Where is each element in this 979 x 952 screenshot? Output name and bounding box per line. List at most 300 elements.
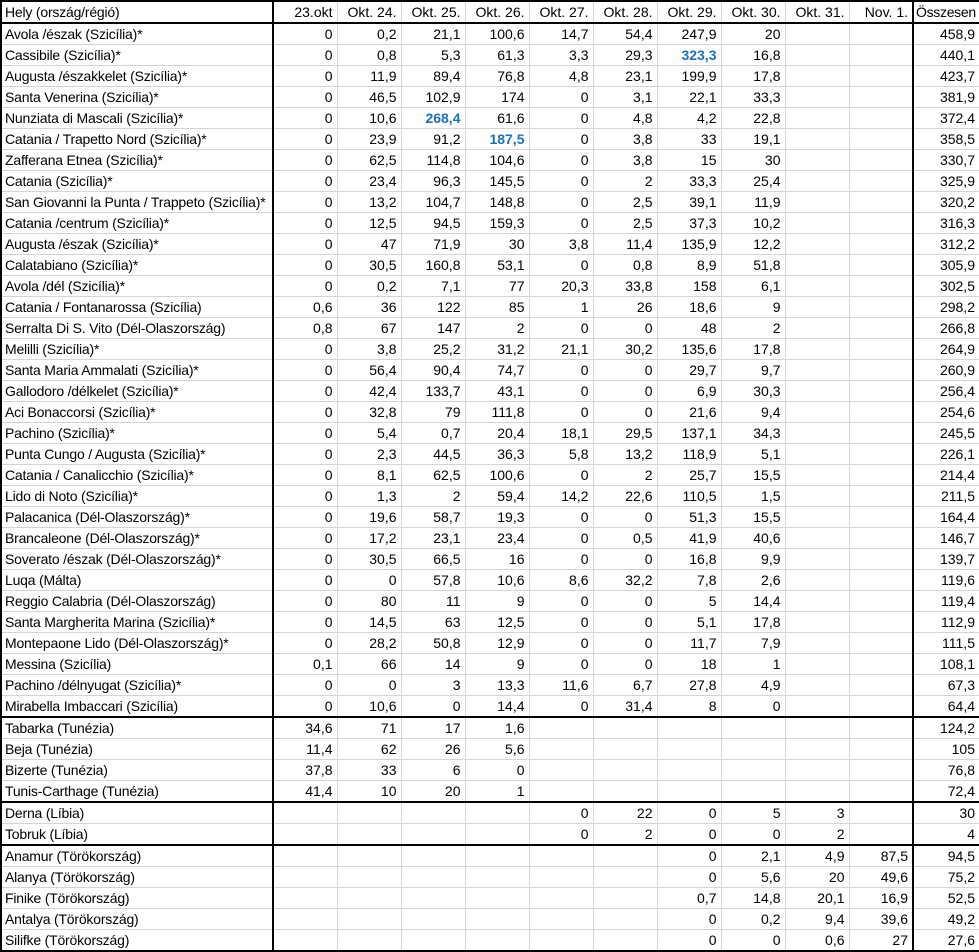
location-cell[interactable]: Bizerte (Tunézia) — [1, 760, 273, 781]
value-cell[interactable] — [849, 612, 913, 633]
total-cell[interactable]: 49,2 — [913, 909, 979, 930]
value-cell[interactable] — [785, 87, 849, 108]
value-cell[interactable]: 2 — [401, 486, 465, 507]
value-cell[interactable]: 48 — [657, 318, 721, 339]
value-cell[interactable] — [465, 867, 529, 888]
value-cell[interactable] — [465, 909, 529, 930]
value-cell[interactable]: 7,1 — [401, 276, 465, 297]
value-cell[interactable] — [849, 339, 913, 360]
value-cell[interactable]: 6,9 — [657, 381, 721, 402]
total-cell[interactable]: 266,8 — [913, 318, 979, 339]
value-cell[interactable] — [657, 781, 721, 803]
value-cell[interactable]: 39,6 — [849, 909, 913, 930]
value-cell[interactable] — [849, 108, 913, 129]
location-cell[interactable]: Soverato /észak (Dél-Olaszország)* — [1, 549, 273, 570]
value-cell[interactable]: 36 — [337, 297, 401, 318]
value-cell[interactable]: 0 — [593, 549, 657, 570]
value-cell[interactable]: 0 — [721, 824, 785, 846]
value-cell[interactable] — [849, 802, 913, 824]
value-cell[interactable]: 0 — [273, 696, 337, 718]
value-cell[interactable] — [657, 717, 721, 739]
value-cell[interactable]: 0 — [721, 696, 785, 718]
value-cell[interactable]: 5,1 — [721, 444, 785, 465]
value-cell[interactable]: 0 — [657, 802, 721, 824]
value-cell[interactable]: 41,9 — [657, 528, 721, 549]
value-cell[interactable] — [849, 360, 913, 381]
value-cell[interactable] — [401, 824, 465, 846]
value-cell[interactable] — [849, 150, 913, 171]
value-cell[interactable]: 30,2 — [593, 339, 657, 360]
value-cell[interactable] — [401, 802, 465, 824]
value-cell[interactable] — [337, 930, 401, 952]
value-cell[interactable]: 5,4 — [337, 423, 401, 444]
value-cell[interactable]: 77 — [465, 276, 529, 297]
value-cell[interactable] — [785, 45, 849, 66]
location-cell[interactable]: Pachino (Szicília)* — [1, 423, 273, 444]
value-cell[interactable]: 5 — [657, 591, 721, 612]
value-cell[interactable]: 0 — [529, 824, 593, 846]
total-cell[interactable]: 302,5 — [913, 276, 979, 297]
value-cell[interactable]: 13,2 — [337, 192, 401, 213]
value-cell[interactable]: 0 — [529, 150, 593, 171]
location-cell[interactable]: Melilli (Szicília)* — [1, 339, 273, 360]
value-cell[interactable]: 0 — [593, 381, 657, 402]
value-cell[interactable] — [337, 824, 401, 846]
location-cell[interactable]: Tobruk (Líbia) — [1, 824, 273, 846]
value-cell[interactable] — [337, 802, 401, 824]
total-cell[interactable]: 305,9 — [913, 255, 979, 276]
value-cell[interactable]: 2,6 — [721, 570, 785, 591]
column-header-date[interactable]: Okt. 28. — [593, 1, 657, 23]
value-cell[interactable] — [529, 781, 593, 803]
value-cell[interactable]: 0 — [529, 360, 593, 381]
value-cell[interactable] — [849, 528, 913, 549]
location-cell[interactable]: Avola /észak (Szicília)* — [1, 23, 273, 45]
value-cell[interactable]: 63 — [401, 612, 465, 633]
total-cell[interactable]: 458,9 — [913, 23, 979, 45]
total-cell[interactable]: 245,5 — [913, 423, 979, 444]
value-cell[interactable]: 23,1 — [593, 66, 657, 87]
value-cell[interactable] — [273, 930, 337, 952]
column-header-total[interactable]: Összesen — [913, 1, 979, 23]
value-cell[interactable]: 1 — [529, 297, 593, 318]
value-cell[interactable]: 0 — [529, 696, 593, 718]
value-cell[interactable]: 16,9 — [849, 888, 913, 909]
value-cell[interactable]: 0 — [273, 87, 337, 108]
value-cell[interactable]: 0 — [529, 381, 593, 402]
value-cell[interactable] — [785, 760, 849, 781]
value-cell[interactable]: 1 — [465, 781, 529, 803]
total-cell[interactable]: 211,5 — [913, 486, 979, 507]
value-cell[interactable]: 0 — [273, 45, 337, 66]
value-cell[interactable]: 59,4 — [465, 486, 529, 507]
location-cell[interactable]: Derna (Líbia) — [1, 802, 273, 824]
value-cell[interactable]: 30,5 — [337, 255, 401, 276]
value-cell[interactable] — [401, 909, 465, 930]
value-cell[interactable] — [273, 824, 337, 846]
value-cell[interactable]: 135,6 — [657, 339, 721, 360]
value-cell[interactable]: 0 — [657, 930, 721, 952]
total-cell[interactable]: 119,4 — [913, 591, 979, 612]
value-cell[interactable]: 0 — [337, 675, 401, 696]
value-cell[interactable] — [273, 888, 337, 909]
value-cell[interactable] — [785, 360, 849, 381]
value-cell[interactable] — [849, 781, 913, 803]
total-cell[interactable]: 27,6 — [913, 930, 979, 952]
value-cell[interactable]: 104,6 — [465, 150, 529, 171]
value-cell[interactable]: 4,2 — [657, 108, 721, 129]
value-cell[interactable]: 29,5 — [593, 423, 657, 444]
value-cell[interactable]: 0 — [273, 381, 337, 402]
total-cell[interactable]: 381,9 — [913, 87, 979, 108]
total-cell[interactable]: 30 — [913, 802, 979, 824]
location-cell[interactable]: Catania / Trapetto Nord (Szicília)* — [1, 129, 273, 150]
value-cell[interactable] — [785, 318, 849, 339]
value-cell[interactable] — [849, 824, 913, 846]
value-cell[interactable] — [849, 633, 913, 654]
value-cell[interactable] — [273, 802, 337, 824]
value-cell[interactable]: 100,6 — [465, 465, 529, 486]
value-cell[interactable] — [849, 318, 913, 339]
value-cell[interactable]: 2,3 — [337, 444, 401, 465]
value-cell[interactable]: 47 — [337, 234, 401, 255]
value-cell[interactable]: 0 — [529, 633, 593, 654]
value-cell[interactable] — [465, 930, 529, 952]
value-cell[interactable]: 40,6 — [721, 528, 785, 549]
value-cell[interactable]: 0 — [529, 108, 593, 129]
value-cell[interactable] — [785, 675, 849, 696]
value-cell[interactable]: 43,1 — [465, 381, 529, 402]
value-cell[interactable] — [849, 255, 913, 276]
location-cell[interactable]: Augusta /északkelet (Szicília)* — [1, 66, 273, 87]
value-cell[interactable] — [785, 192, 849, 213]
value-cell[interactable]: 133,7 — [401, 381, 465, 402]
value-cell[interactable]: 0 — [273, 444, 337, 465]
value-cell[interactable] — [849, 760, 913, 781]
value-cell[interactable]: 0 — [273, 423, 337, 444]
value-cell[interactable]: 6 — [401, 760, 465, 781]
value-cell[interactable]: 0 — [657, 909, 721, 930]
value-cell[interactable]: 3,8 — [593, 150, 657, 171]
value-cell[interactable]: 42,4 — [337, 381, 401, 402]
value-cell[interactable]: 33,3 — [721, 87, 785, 108]
value-cell[interactable]: 0 — [273, 23, 337, 45]
total-cell[interactable]: 105 — [913, 739, 979, 760]
total-cell[interactable]: 111,5 — [913, 633, 979, 654]
value-cell[interactable]: 71,9 — [401, 234, 465, 255]
value-cell[interactable]: 17,8 — [721, 66, 785, 87]
value-cell[interactable]: 0,2 — [337, 276, 401, 297]
value-cell[interactable]: 44,5 — [401, 444, 465, 465]
location-cell[interactable]: San Giovanni la Punta / Trappeto (Szicília)* — [1, 192, 273, 213]
value-cell[interactable]: 0 — [337, 570, 401, 591]
value-cell[interactable]: 90,4 — [401, 360, 465, 381]
value-cell[interactable]: 49,6 — [849, 867, 913, 888]
value-cell[interactable]: 2 — [593, 171, 657, 192]
total-cell[interactable]: 254,6 — [913, 402, 979, 423]
value-cell[interactable]: 11,9 — [337, 66, 401, 87]
value-cell[interactable]: 30 — [721, 150, 785, 171]
value-cell[interactable]: 9,9 — [721, 549, 785, 570]
value-cell[interactable]: 36,3 — [465, 444, 529, 465]
value-cell[interactable]: 50,8 — [401, 633, 465, 654]
value-cell[interactable]: 0,7 — [401, 423, 465, 444]
value-cell[interactable]: 135,9 — [657, 234, 721, 255]
value-cell[interactable]: 13,3 — [465, 675, 529, 696]
value-cell[interactable]: 0 — [529, 591, 593, 612]
value-cell[interactable] — [657, 739, 721, 760]
value-cell[interactable] — [785, 528, 849, 549]
value-cell[interactable]: 147 — [401, 318, 465, 339]
value-cell[interactable]: 20,1 — [785, 888, 849, 909]
value-cell[interactable]: 23,4 — [465, 528, 529, 549]
value-cell[interactable]: 0 — [529, 528, 593, 549]
value-cell[interactable]: 12,5 — [465, 612, 529, 633]
value-cell[interactable]: 11,7 — [657, 633, 721, 654]
value-cell[interactable]: 66 — [337, 654, 401, 675]
column-header-date[interactable]: Okt. 30. — [721, 1, 785, 23]
value-cell[interactable]: 0 — [529, 192, 593, 213]
value-cell[interactable] — [849, 276, 913, 297]
value-cell[interactable] — [529, 739, 593, 760]
total-cell[interactable]: 64,4 — [913, 696, 979, 718]
value-cell[interactable]: 89,4 — [401, 66, 465, 87]
value-cell[interactable] — [785, 486, 849, 507]
value-cell[interactable]: 323,3 — [657, 45, 721, 66]
value-cell[interactable] — [785, 781, 849, 803]
value-cell[interactable]: 10,6 — [337, 696, 401, 718]
value-cell[interactable]: 0 — [721, 930, 785, 952]
total-cell[interactable]: 325,9 — [913, 171, 979, 192]
value-cell[interactable] — [785, 654, 849, 675]
value-cell[interactable] — [849, 381, 913, 402]
value-cell[interactable]: 0 — [529, 549, 593, 570]
value-cell[interactable] — [849, 45, 913, 66]
value-cell[interactable] — [785, 633, 849, 654]
value-cell[interactable]: 102,9 — [401, 87, 465, 108]
value-cell[interactable]: 29,3 — [593, 45, 657, 66]
value-cell[interactable] — [721, 781, 785, 803]
value-cell[interactable]: 66,5 — [401, 549, 465, 570]
value-cell[interactable]: 37,3 — [657, 213, 721, 234]
value-cell[interactable]: 118,9 — [657, 444, 721, 465]
value-cell[interactable]: 34,3 — [721, 423, 785, 444]
value-cell[interactable]: 0,6 — [785, 930, 849, 952]
total-cell[interactable]: 112,9 — [913, 612, 979, 633]
value-cell[interactable]: 3,3 — [529, 45, 593, 66]
value-cell[interactable]: 26 — [401, 739, 465, 760]
value-cell[interactable]: 16,8 — [721, 45, 785, 66]
value-cell[interactable]: 268,4 — [401, 108, 465, 129]
value-cell[interactable]: 158 — [657, 276, 721, 297]
value-cell[interactable]: 15,5 — [721, 507, 785, 528]
value-cell[interactable]: 25,2 — [401, 339, 465, 360]
value-cell[interactable]: 71 — [337, 717, 401, 739]
value-cell[interactable]: 0 — [273, 591, 337, 612]
value-cell[interactable]: 31,2 — [465, 339, 529, 360]
value-cell[interactable] — [785, 129, 849, 150]
value-cell[interactable]: 9 — [465, 591, 529, 612]
value-cell[interactable]: 14,2 — [529, 486, 593, 507]
value-cell[interactable] — [785, 570, 849, 591]
value-cell[interactable] — [849, 570, 913, 591]
value-cell[interactable] — [465, 845, 529, 867]
value-cell[interactable]: 0 — [593, 402, 657, 423]
value-cell[interactable]: 0 — [273, 234, 337, 255]
value-cell[interactable]: 0 — [273, 213, 337, 234]
value-cell[interactable]: 2,5 — [593, 192, 657, 213]
value-cell[interactable] — [593, 909, 657, 930]
value-cell[interactable]: 10,6 — [465, 570, 529, 591]
value-cell[interactable] — [273, 867, 337, 888]
value-cell[interactable]: 62,5 — [337, 150, 401, 171]
location-cell[interactable]: Finike (Törökország) — [1, 888, 273, 909]
value-cell[interactable]: 8,6 — [529, 570, 593, 591]
value-cell[interactable]: 9 — [465, 654, 529, 675]
value-cell[interactable]: 30 — [465, 234, 529, 255]
value-cell[interactable]: 41,4 — [273, 781, 337, 803]
value-cell[interactable]: 2 — [593, 465, 657, 486]
value-cell[interactable]: 0,2 — [337, 23, 401, 45]
value-cell[interactable]: 34,6 — [273, 717, 337, 739]
total-cell[interactable]: 423,7 — [913, 66, 979, 87]
location-cell[interactable]: Cassibile (Szicília)* — [1, 45, 273, 66]
value-cell[interactable]: 27,8 — [657, 675, 721, 696]
value-cell[interactable] — [849, 717, 913, 739]
value-cell[interactable]: 3,8 — [529, 234, 593, 255]
value-cell[interactable]: 0 — [529, 129, 593, 150]
value-cell[interactable]: 0 — [401, 696, 465, 718]
value-cell[interactable]: 18,6 — [657, 297, 721, 318]
value-cell[interactable]: 0,8 — [593, 255, 657, 276]
location-cell[interactable]: Luqa (Málta) — [1, 570, 273, 591]
value-cell[interactable]: 12,2 — [721, 234, 785, 255]
value-cell[interactable]: 14,5 — [337, 612, 401, 633]
value-cell[interactable]: 53,1 — [465, 255, 529, 276]
value-cell[interactable] — [529, 717, 593, 739]
location-cell[interactable]: Reggio Calabria (Dél-Olaszország) — [1, 591, 273, 612]
column-header-date[interactable]: Nov. 1. — [849, 1, 913, 23]
value-cell[interactable] — [849, 507, 913, 528]
value-cell[interactable]: 14,4 — [465, 696, 529, 718]
value-cell[interactable]: 0 — [529, 654, 593, 675]
value-cell[interactable]: 62,5 — [401, 465, 465, 486]
value-cell[interactable]: 21,6 — [657, 402, 721, 423]
value-cell[interactable]: 25,7 — [657, 465, 721, 486]
value-cell[interactable]: 51,8 — [721, 255, 785, 276]
value-cell[interactable]: 20 — [401, 781, 465, 803]
value-cell[interactable] — [593, 867, 657, 888]
value-cell[interactable]: 5,8 — [529, 444, 593, 465]
location-cell[interactable]: Lido di Noto (Szicília)* — [1, 486, 273, 507]
value-cell[interactable]: 199,9 — [657, 66, 721, 87]
value-cell[interactable]: 0 — [529, 402, 593, 423]
value-cell[interactable]: 0 — [273, 633, 337, 654]
column-header-date[interactable]: Okt. 31. — [785, 1, 849, 23]
value-cell[interactable] — [785, 465, 849, 486]
value-cell[interactable]: 17 — [401, 717, 465, 739]
value-cell[interactable] — [593, 739, 657, 760]
value-cell[interactable]: 0 — [273, 486, 337, 507]
value-cell[interactable]: 9,4 — [785, 909, 849, 930]
total-cell[interactable]: 76,8 — [913, 760, 979, 781]
value-cell[interactable] — [849, 66, 913, 87]
location-cell[interactable]: Tunis-Carthage (Tunézia) — [1, 781, 273, 803]
total-cell[interactable]: 256,4 — [913, 381, 979, 402]
location-cell[interactable]: Alanya (Törökország) — [1, 867, 273, 888]
value-cell[interactable]: 33 — [657, 129, 721, 150]
value-cell[interactable] — [593, 781, 657, 803]
value-cell[interactable] — [785, 171, 849, 192]
location-cell[interactable]: Beja (Tunézia) — [1, 739, 273, 760]
value-cell[interactable]: 0,8 — [337, 45, 401, 66]
value-cell[interactable]: 14,4 — [721, 591, 785, 612]
value-cell[interactable] — [337, 909, 401, 930]
value-cell[interactable]: 23,1 — [401, 528, 465, 549]
value-cell[interactable]: 9,7 — [721, 360, 785, 381]
value-cell[interactable]: 1,6 — [465, 717, 529, 739]
value-cell[interactable] — [273, 909, 337, 930]
value-cell[interactable]: 6,1 — [721, 276, 785, 297]
location-cell[interactable]: Messina (Szicília) — [1, 654, 273, 675]
value-cell[interactable]: 11 — [401, 591, 465, 612]
value-cell[interactable]: 4,8 — [529, 66, 593, 87]
value-cell[interactable] — [785, 402, 849, 423]
value-cell[interactable] — [849, 486, 913, 507]
value-cell[interactable] — [785, 507, 849, 528]
column-header-date[interactable]: Okt. 25. — [401, 1, 465, 23]
value-cell[interactable]: 85 — [465, 297, 529, 318]
value-cell[interactable]: 7,9 — [721, 633, 785, 654]
value-cell[interactable]: 22,1 — [657, 87, 721, 108]
value-cell[interactable]: 25,4 — [721, 171, 785, 192]
column-header-location[interactable]: Hely (ország/régió) — [1, 1, 273, 23]
value-cell[interactable]: 174 — [465, 87, 529, 108]
value-cell[interactable]: 96,3 — [401, 171, 465, 192]
value-cell[interactable]: 15 — [657, 150, 721, 171]
value-cell[interactable]: 0 — [273, 570, 337, 591]
value-cell[interactable]: 187,5 — [465, 129, 529, 150]
location-cell[interactable]: Santa Maria Ammalati (Szicília)* — [1, 360, 273, 381]
value-cell[interactable] — [337, 888, 401, 909]
value-cell[interactable] — [401, 867, 465, 888]
value-cell[interactable] — [849, 465, 913, 486]
total-cell[interactable]: 72,4 — [913, 781, 979, 803]
value-cell[interactable] — [849, 675, 913, 696]
value-cell[interactable]: 0 — [273, 192, 337, 213]
value-cell[interactable]: 0 — [273, 528, 337, 549]
value-cell[interactable] — [337, 845, 401, 867]
value-cell[interactable]: 0 — [593, 591, 657, 612]
value-cell[interactable]: 58,7 — [401, 507, 465, 528]
value-cell[interactable]: 14,7 — [529, 23, 593, 45]
value-cell[interactable] — [785, 297, 849, 318]
value-cell[interactable]: 76,8 — [465, 66, 529, 87]
total-cell[interactable]: 316,3 — [913, 213, 979, 234]
value-cell[interactable]: 0 — [273, 339, 337, 360]
location-cell[interactable]: Palacanica (Dél-Olaszország)* — [1, 507, 273, 528]
value-cell[interactable]: 74,7 — [465, 360, 529, 381]
location-cell[interactable]: Nunziata di Mascali (Szicília)* — [1, 108, 273, 129]
location-cell[interactable]: Santa Venerina (Szicília)* — [1, 87, 273, 108]
total-cell[interactable]: 75,2 — [913, 867, 979, 888]
value-cell[interactable] — [593, 760, 657, 781]
value-cell[interactable]: 5,6 — [721, 867, 785, 888]
value-cell[interactable] — [785, 108, 849, 129]
column-header-date[interactable]: Okt. 26. — [465, 1, 529, 23]
value-cell[interactable] — [785, 591, 849, 612]
value-cell[interactable] — [785, 276, 849, 297]
